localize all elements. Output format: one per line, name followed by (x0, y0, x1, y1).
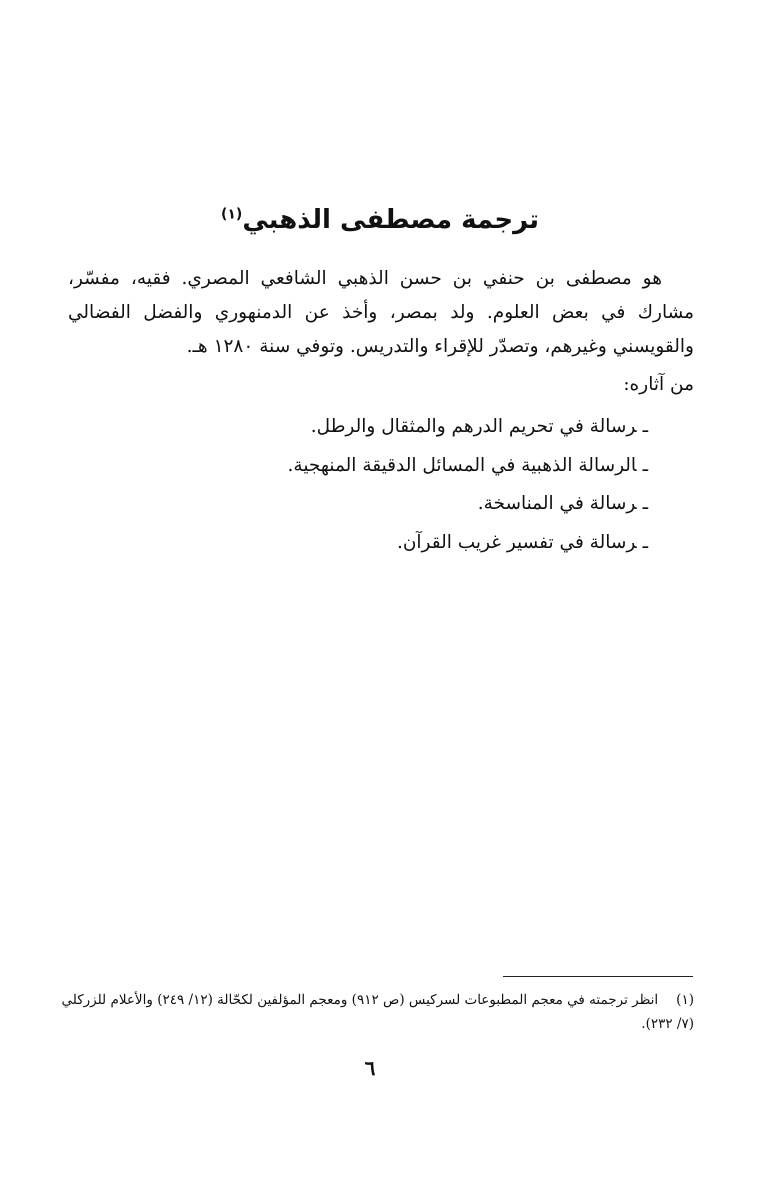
page-number: ٦ (364, 1056, 376, 1080)
list-dash: ـ (642, 493, 648, 514)
list-dash: ـ (642, 454, 648, 476)
biography-body (68, 262, 694, 364)
footnote-text: انظر ترجمته في معجم المطبوعات لسركيس (ص ٩١٢) ومعجم المؤلفين لكحّالة (١٢/ ٢٤٩) والأعلام للزركلي (٧/ ٢٣٢). (61, 992, 694, 1032)
page-title (150, 205, 610, 235)
list-dash: ـ (642, 416, 648, 437)
list-item-text: الرسالة الذهبية في المسائل الدقيقة المنهجية. (287, 454, 637, 476)
list-item-text: رسالة في المناسخة. (477, 493, 637, 514)
biography-paragraph: هو مصطفى بن حنفي بن حسن الذهبي الشافعي المصري. فقيه، مفسّر، مشارك في بعض العلوم. ولد بمصر، وأخذ عن الدمنهوري والفضل الفضالي والقويسني وغيرهم، وتصدّر للإقراء والتدريس. وتوفي سنة ١٢٨٠ هـ. (68, 268, 694, 357)
list-item-text: رسالة في تفسير غريب القرآن. (396, 531, 637, 553)
list-item (68, 487, 648, 526)
title-text: ترجمة مصطفى الذهبي (242, 205, 540, 236)
list-dash: ـ (642, 531, 648, 553)
works-heading: من آثاره: (623, 374, 694, 395)
footnote (48, 988, 694, 1036)
footnote-divider (503, 976, 693, 977)
list-item-text: رسالة في تحريم الدرهم والمثقال والرطل. (310, 416, 637, 437)
title-footnote-ref: (١) (220, 206, 243, 223)
list-item (68, 449, 648, 488)
works-list (68, 410, 648, 564)
footnote-marker: (١) (676, 992, 694, 1008)
list-item (68, 410, 648, 449)
list-item (68, 526, 648, 565)
